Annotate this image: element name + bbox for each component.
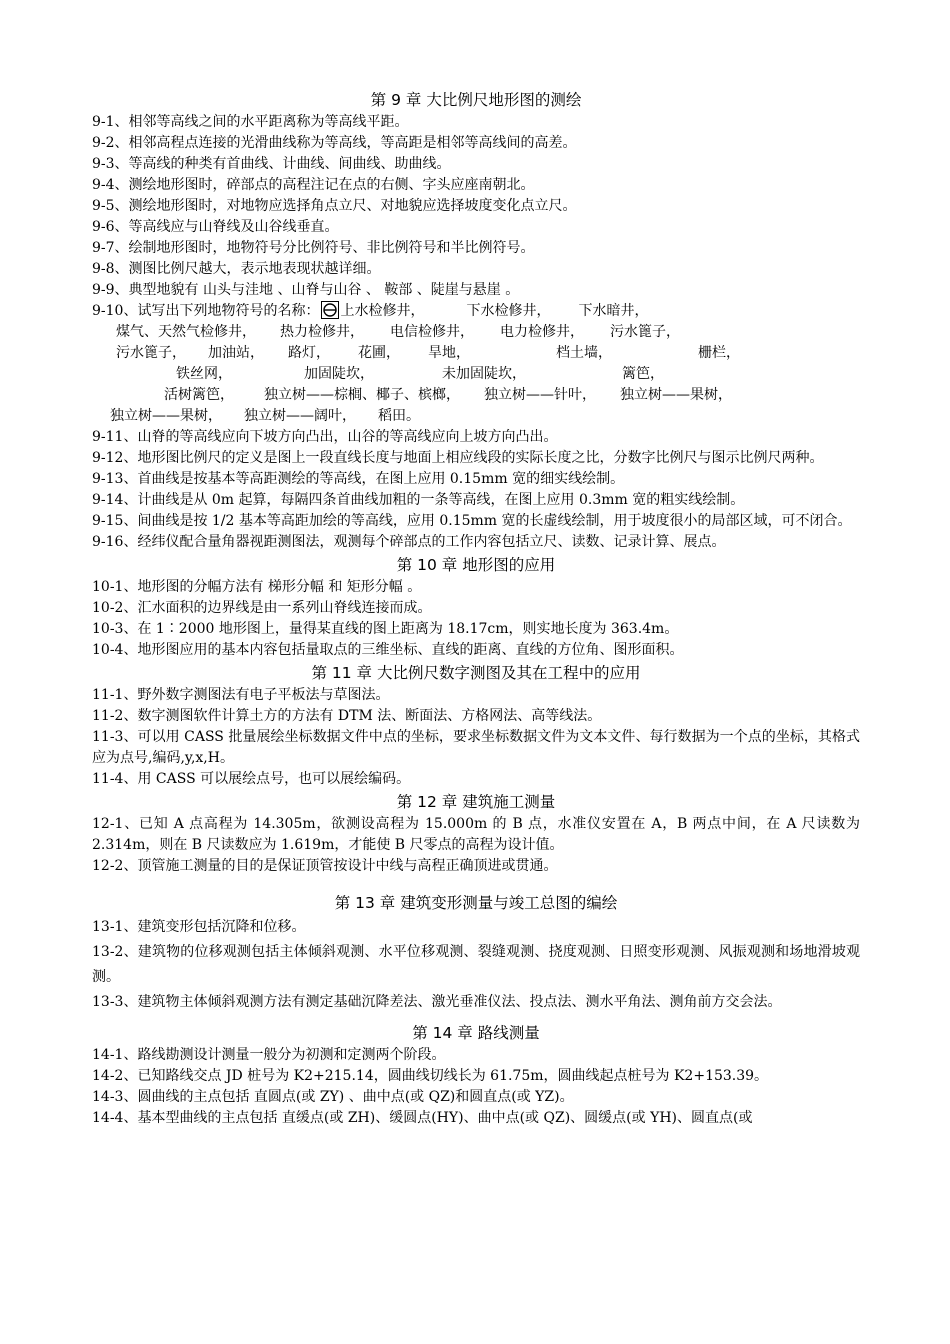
symbol-name: 下水检修井， [466, 303, 551, 319]
item-13-2: 13-2、建筑物的位移观测包括主体倾斜观测、水平位移观测、裂缝观测、挠度观测、日照变形观测、风振观测和场地滑坡观测。 [92, 944, 860, 985]
symbol-name: 污水篦子， [610, 324, 680, 340]
symbol-row-3 [92, 343, 860, 364]
item-10-3: 10-3、在 1∶2000 地形图上，量得某直线的图上距离为 18.17cm，则实地长度为 363.4m。 [92, 621, 679, 637]
symbol-name: 铁丝网， [176, 366, 232, 382]
item-10-1: 10-1、地形图的分幅方法有 梯形分幅 和 矩形分幅 。 [92, 579, 422, 595]
symbol-name: 独立树——果树， [110, 408, 222, 424]
item-9-13: 9-13、首曲线是按基本等高距测绘的等高线，在图上应用 0.15mm 宽的细实线绘制。 [92, 471, 625, 487]
symbol-name: 电力检修井， [500, 324, 584, 340]
item-9-5: 9-5、测绘地形图时，对地物应选择角点立尺、对地貌应选择坡度变化点立尺。 [92, 198, 577, 214]
symbol-row-6 [92, 406, 860, 427]
item-11-1: 11-1、野外数字测图法有电子平板法与草图法。 [92, 687, 390, 703]
item-9-2: 9-2、相邻高程点连接的光滑曲线称为等高线，等高距是相邻等高线间的高差。 [92, 135, 577, 151]
symbol-name: 上水检修井， [340, 303, 425, 319]
item-9-10-prefix: 9-10、试写出下列地物符号的名称： [92, 303, 320, 319]
item-9-12: 9-12、地形图比例尺的定义是图上一段直线长度与地面上相应线段的实际长度之比，分数字比例尺与图示比例尺两种。 [92, 450, 824, 466]
symbol-name: 栅栏， [698, 345, 740, 361]
symbol-name: 独立树——棕榈、椰子、槟榔， [264, 387, 460, 403]
item-14-4: 14-4、基本型曲线的主点包括 直缓点(或 ZH)、缓圆点(HY)、曲中点(或 QZ)、圆缓点(或 YH)、圆直点(或 [92, 1110, 753, 1126]
item-9-14: 9-14、计曲线是从 0m 起算，每隔四条首曲线加粗的一条等高线，在图上应用 0.3mm 宽的粗实线绘制。 [92, 492, 745, 508]
chapter-12-title: 第 12 章 建筑施工测量 [396, 793, 556, 811]
symbol-name: 独立树——阔叶， [244, 408, 356, 424]
item-13-1: 13-1、建筑变形包括沉降和位移。 [92, 919, 306, 935]
symbol-name: 未加固陡坎， [442, 366, 526, 382]
item-14-2: 14-2、已知路线交点 JD 桩号为 K2+215.14，圆曲线切线长为 61.75m，圆曲线起点桩号为 K2+153.39。 [92, 1068, 769, 1084]
chapter-14-title: 第 14 章 路线测量 [412, 1024, 540, 1042]
document-page [92, 88, 860, 1129]
symbol-name: 独立树——针叶， [484, 387, 596, 403]
chapter-10-title: 第 10 章 地形图的应用 [396, 556, 556, 574]
symbol-name: 电信检修井， [390, 324, 474, 340]
item-9-9: 9-9、典型地貌有 山头与洼地 、山脊与山谷 、 鞍部 、陡崖与悬崖 。 [92, 282, 520, 298]
item-10-2: 10-2、汇水面积的边界线是由一系列山脊线连接而成。 [92, 600, 432, 616]
item-12-1: 12-1、已知 A 点高程为 14.305m，欲测设高程为 15.000m 的 B 点，水准仪安置在 A，B 两点中间，在 A 尺读数为 2.314m，则在 B 尺读数应为 1.619m，才能使 B 尺零点的高程为设计值。 [92, 816, 860, 853]
symbol-name: 独立树——果树， [620, 387, 732, 403]
symbol-row-2 [92, 322, 860, 343]
chapter-13-title: 第 13 章 建筑变形测量与竣工总图的编绘 [334, 894, 618, 912]
symbol-name: 活树篱笆， [164, 387, 234, 403]
symbol-name: 路灯， [288, 345, 330, 361]
symbol-name: 加油站， [208, 345, 264, 361]
item-9-1: 9-1、相邻等高线之间的水平距离称为等高线平距。 [92, 114, 409, 130]
chapter-9-title: 第 9 章 大比例尺地形图的测绘 [370, 91, 582, 109]
item-9-3: 9-3、等高线的种类有首曲线、计曲线、间曲线、助曲线。 [92, 156, 451, 172]
item-9-10 [92, 301, 860, 322]
item-11-3: 11-3、可以用 CASS 批量展绘坐标数据文件中点的坐标，要求坐标数据文件为文本文件、每行数据为一个点的坐标，其格式应为点号,编码,y,x,H。 [92, 729, 860, 766]
symbol-name: 煤气、天然气检修井， [116, 324, 256, 340]
item-14-1: 14-1、路线勘测设计测量一般分为初测和定测两个阶段。 [92, 1047, 446, 1063]
manhole-symbol-icon [321, 301, 339, 319]
item-9-11: 9-11、山脊的等高线应向下坡方向凸出，山谷的等高线应向上坡方向凸出。 [92, 429, 558, 445]
symbol-name: 篱笆， [622, 366, 664, 382]
item-9-6: 9-6、等高线应与山脊线及山谷线垂直。 [92, 219, 339, 235]
item-12-2: 12-2、顶管施工测量的目的是保证顶管按设计中线与高程正确顶进或贯通。 [92, 858, 558, 874]
chapter-11-title: 第 11 章 大比例尺数字测图及其在工程中的应用 [311, 664, 641, 682]
symbol-name: 下水暗井， [578, 303, 649, 319]
symbol-name: 花圃， [358, 345, 400, 361]
item-14-3: 14-3、圆曲线的主点包括 直圆点(或 ZY) 、曲中点(或 QZ)和圆直点(或 YZ)。 [92, 1089, 574, 1105]
item-9-4: 9-4、测绘地形图时，碎部点的高程注记在点的右侧、字头应座南朝北。 [92, 177, 535, 193]
item-11-4: 11-4、用 CASS 可以展绘点号，也可以展绘编码。 [92, 771, 411, 787]
symbol-name: 稻田。 [378, 408, 420, 424]
symbol-name: 旱地， [428, 345, 470, 361]
symbol-row-4 [92, 364, 860, 385]
item-9-8: 9-8、测图比例尺越大，表示地表现状越详细。 [92, 261, 381, 277]
symbol-name: 档土墙， [556, 345, 612, 361]
symbol-name: 热力检修井， [280, 324, 364, 340]
item-10-4: 10-4、地形图应用的基本内容包括量取点的三维坐标、直线的距离、直线的方位角、图形面积。 [92, 642, 684, 658]
symbol-row-5 [92, 385, 860, 406]
item-9-7: 9-7、绘制地形图时，地物符号分比例符号、非比例符号和半比例符号。 [92, 240, 535, 256]
item-9-15: 9-15、间曲线是按 1/2 基本等高距加绘的等高线，应用 0.15mm 宽的长虚线绘制，用于坡度很小的局部区域，可不闭合。 [92, 513, 852, 529]
symbol-name: 加固陡坎， [304, 366, 374, 382]
symbol-name: 污水篦子， [116, 345, 186, 361]
item-9-16: 9-16、经纬仪配合量角器视距测图法，观测每个碎部点的工作内容包括立尺、读数、记录计算、展点。 [92, 534, 726, 550]
item-13-3: 13-3、建筑物主体倾斜观测方法有测定基础沉降差法、激光垂准仪法、投点法、测水平角法、测角前方交会法。 [92, 994, 782, 1010]
item-11-2: 11-2、数字测图软件计算土方的方法有 DTM 法、断面法、方格网法、高等线法。 [92, 708, 602, 724]
